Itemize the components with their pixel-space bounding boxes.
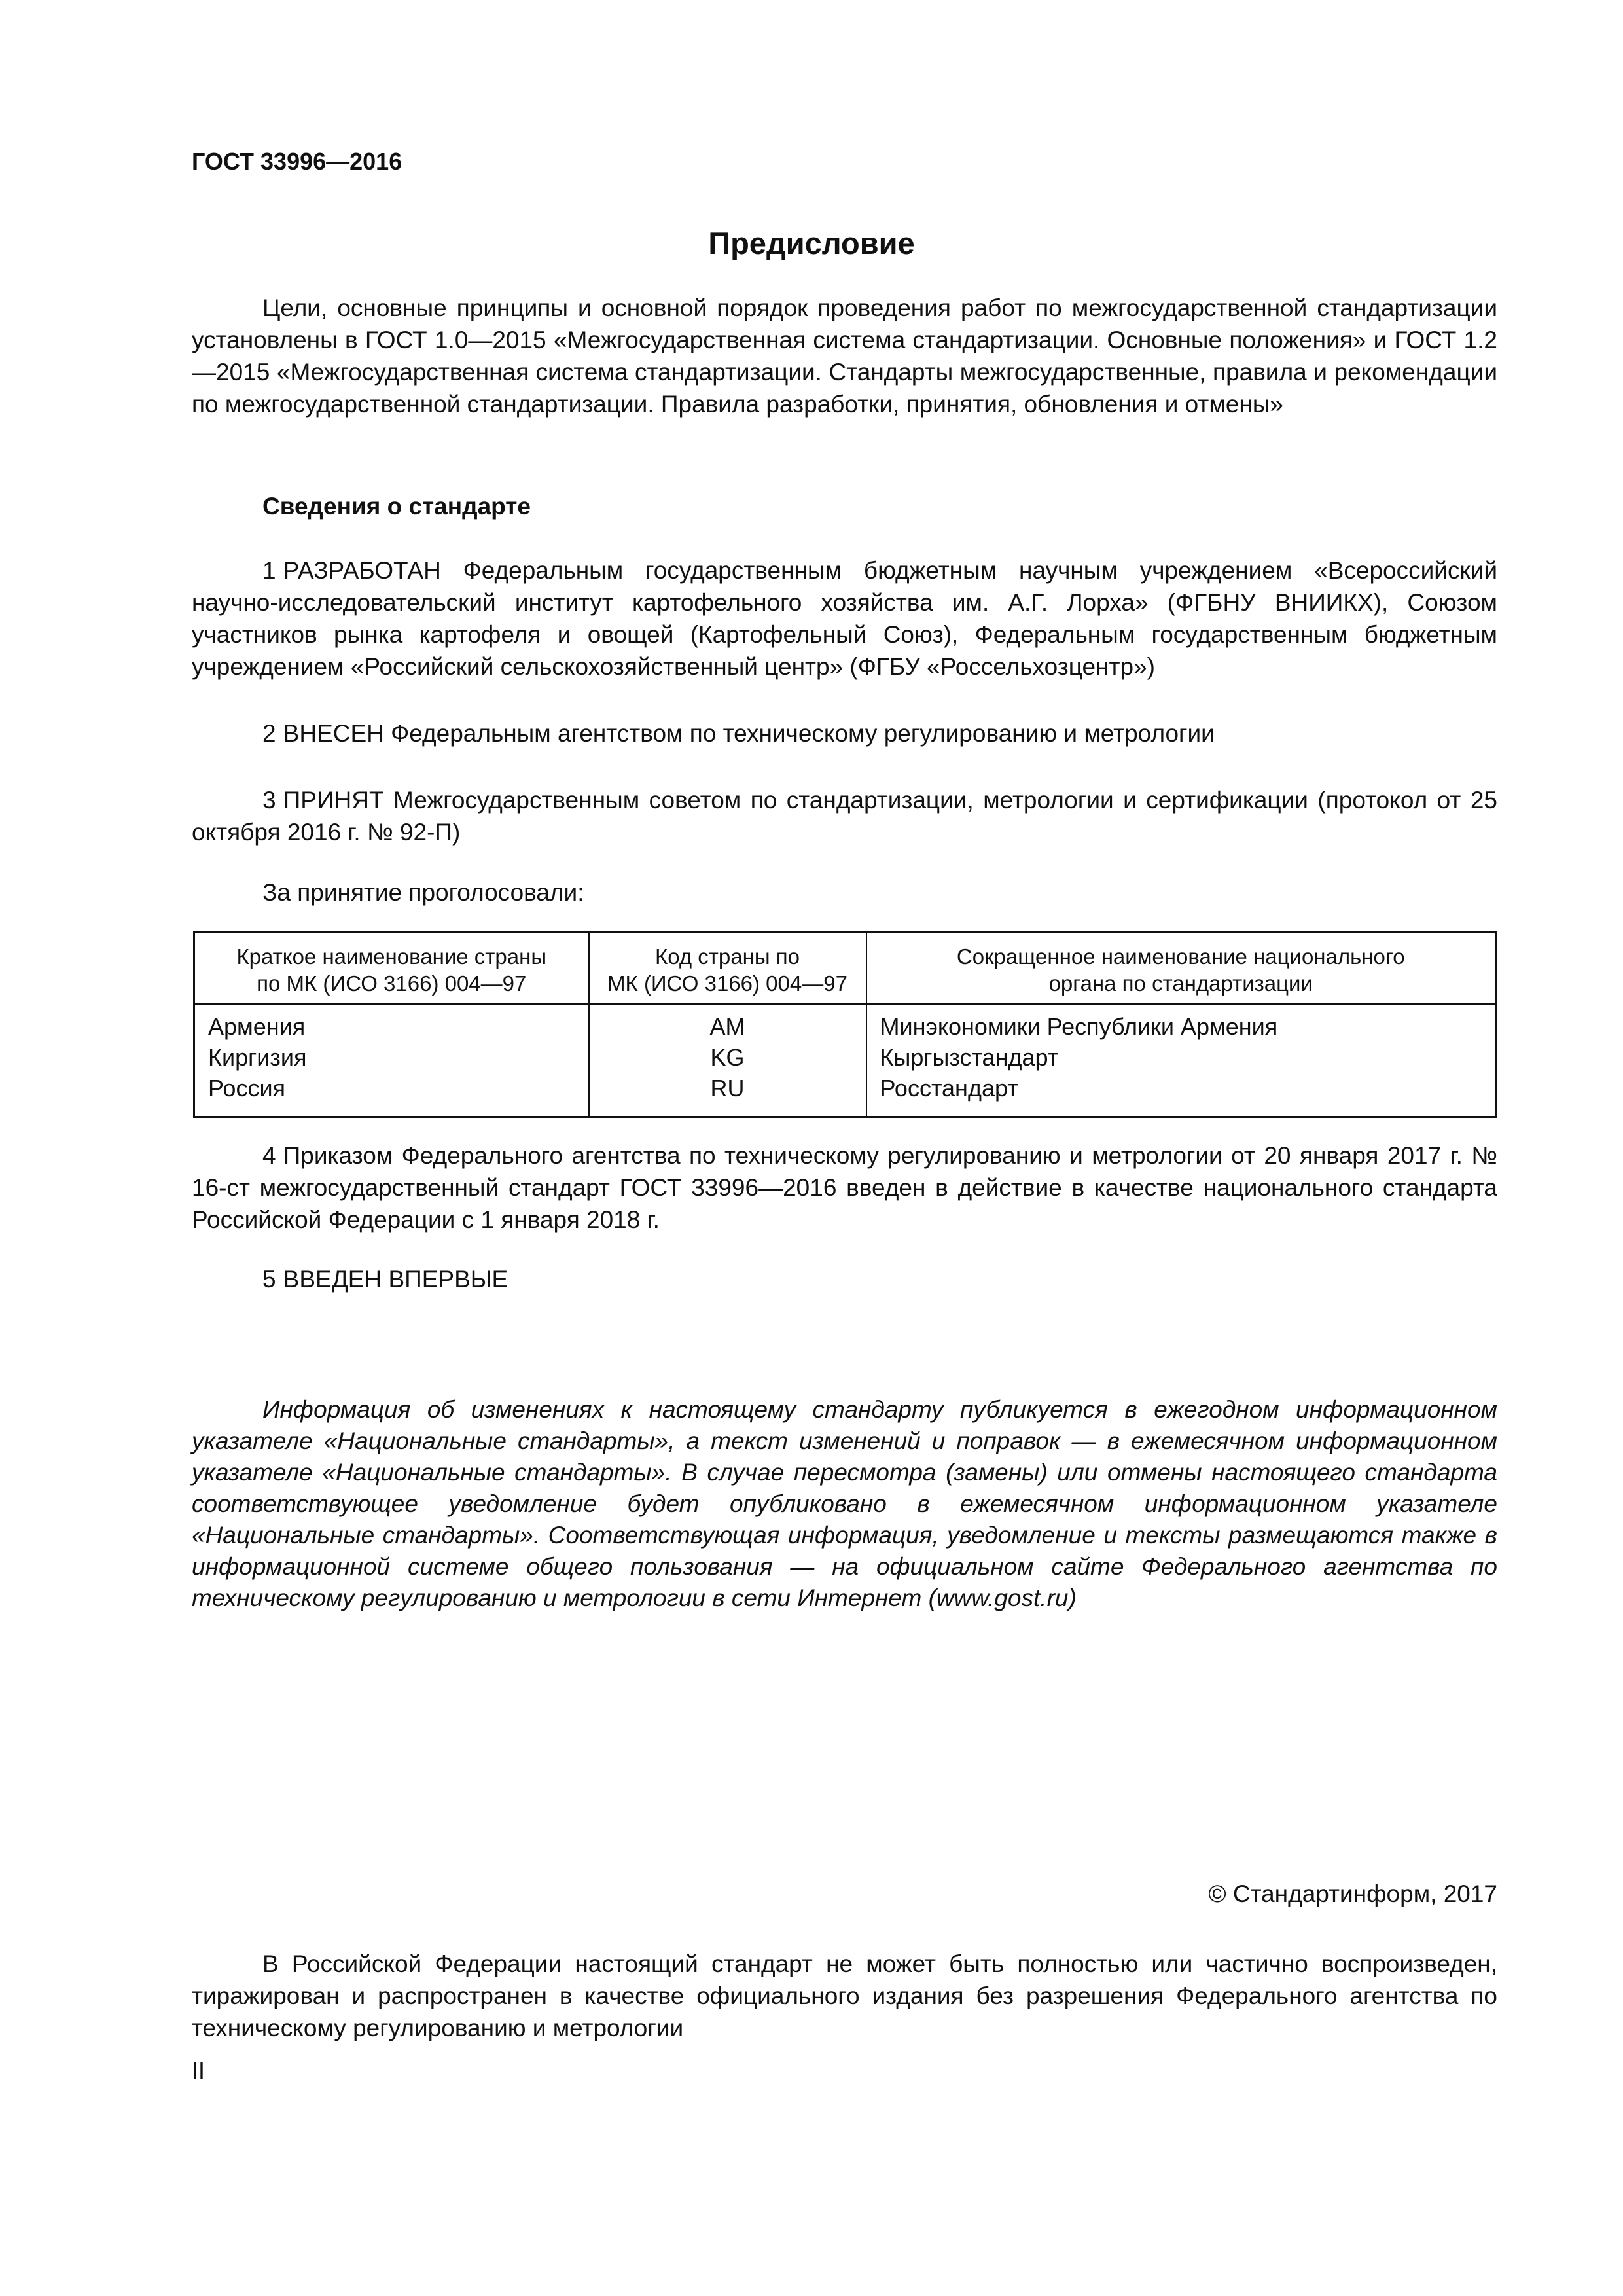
- item-5: [192, 1263, 1497, 1295]
- vote-intro: За принятие проголосовали:: [262, 879, 584, 906]
- code-cell: AM: [589, 1004, 866, 1041]
- item-text: ПРИНЯТ Межгосударственным советом по стандартизации, метрологии и сертификации (протокол от 25 октября 2016 г. № 92-П): [192, 787, 1497, 846]
- item-4: [192, 1139, 1497, 1236]
- column-header-code: Код страны по МК (ИСО 3166) 004—97: [589, 932, 866, 1005]
- code-cell: KG: [589, 1041, 866, 1072]
- voting-table: [193, 931, 1497, 1118]
- country-cell: Киргизия: [194, 1041, 589, 1072]
- changes-info-notice: Информация об изменениях к настоящему стандарту публикуется в ежегодном информационном указателе «Национальные стандарты», а текст изменений и поправок — в ежемесячном информационном указателе «Национальные стандарты». В случае пересмотра (замены) или отмены настоящего стандарта соответствующее уведомление будет опубликовано в ежемесячном информационном указателе «Национальные стандарты». Соответствующая информация, уведомление и тексты размещаются также в информационной системе общего пользования — на официальном сайте Федерального агентства по техническому регулированию и метрологии в сети Интернет (www.gost.ru): [192, 1396, 1497, 1611]
- item-number: 2: [262, 720, 276, 747]
- page-number: II: [192, 2057, 205, 2084]
- code-cell: RU: [589, 1072, 866, 1117]
- item-number: 4: [262, 1142, 276, 1169]
- section-title: Сведения о стандарте: [262, 493, 531, 520]
- item-text: ВВЕДЕН ВПЕРВЫЕ: [283, 1266, 508, 1293]
- column-header-country: Краткое наименование страны по МК (ИСО 3166) 004—97: [194, 932, 589, 1005]
- item-1: [192, 554, 1497, 683]
- column-header-body: Сокращенное наименование национального органа по стандартизации: [866, 932, 1496, 1005]
- document-header: ГОСТ 33996—2016: [192, 148, 402, 175]
- table-row: [194, 1004, 1496, 1041]
- item-3: [192, 784, 1497, 848]
- country-cell: Россия: [194, 1072, 589, 1117]
- country-cell: Армения: [194, 1004, 589, 1041]
- item-text: Приказом Федерального агентства по техническому регулированию и метрологии от 20 января 2017 г. № 16-ст межгосударственный стандарт ГОСТ 33996—2016 введен в действие в качестве национального стандарта Российской Федерации с 1 января 2018 г.: [192, 1142, 1497, 1233]
- table-row: [194, 1072, 1496, 1117]
- item-number: 3: [262, 787, 276, 814]
- item-text: РАЗРАБОТАН Федеральным государственным бюджетным научным учреждением «Всероссийский научно-исследовательский институт картофельного хозяйства им. А.Г. Лорха» (ФГБНУ ВНИИКХ), Союзом участников рынка картофеля и овощей (Картофельный Союз), Федеральным государственным бюджетным учреждением «Российский сельскохозяйственный центр» (ФГБУ «Россельхозцентр»): [192, 557, 1497, 680]
- item-number: 5: [262, 1266, 276, 1293]
- item-number: 1: [262, 557, 276, 584]
- body-cell: Росстандарт: [880, 1075, 1018, 1102]
- body-cell: Минэкономики Республики Армения: [880, 1013, 1278, 1040]
- body-cell: Кыргызстандарт: [880, 1044, 1059, 1071]
- table-header-row: [194, 932, 1496, 1005]
- item-text: ВНЕСЕН Федеральным агентством по техническому регулированию и метрологии: [283, 720, 1215, 747]
- copyright-notice: © Стандартинформ, 2017: [1208, 1880, 1497, 1907]
- reproduction-notice: В Российской Федерации настоящий стандарт не может быть полностью или частично воспроизведен, тиражирован и распространен в качестве официального издания без разрешения Федерального агентства по техническому регулированию и метрологии: [192, 1950, 1497, 2041]
- intro-paragraph: Цели, основные принципы и основной порядок проведения работ по межгосударственной стандартизации установлены в ГОСТ 1.0—2015 «Межгосударственная система стандартизации. Основные положения» и ГОСТ 1.2—2015 «Межгосударственная система стандартизации. Стандарты межгосударственные, правила и рекомендации по межгосударственной стандартизации. Правила разработки, принятия, обновления и отмены»: [192, 295, 1497, 418]
- item-2: [192, 717, 1497, 749]
- table-row: [194, 1041, 1496, 1072]
- page-title: Предисловие: [708, 226, 915, 260]
